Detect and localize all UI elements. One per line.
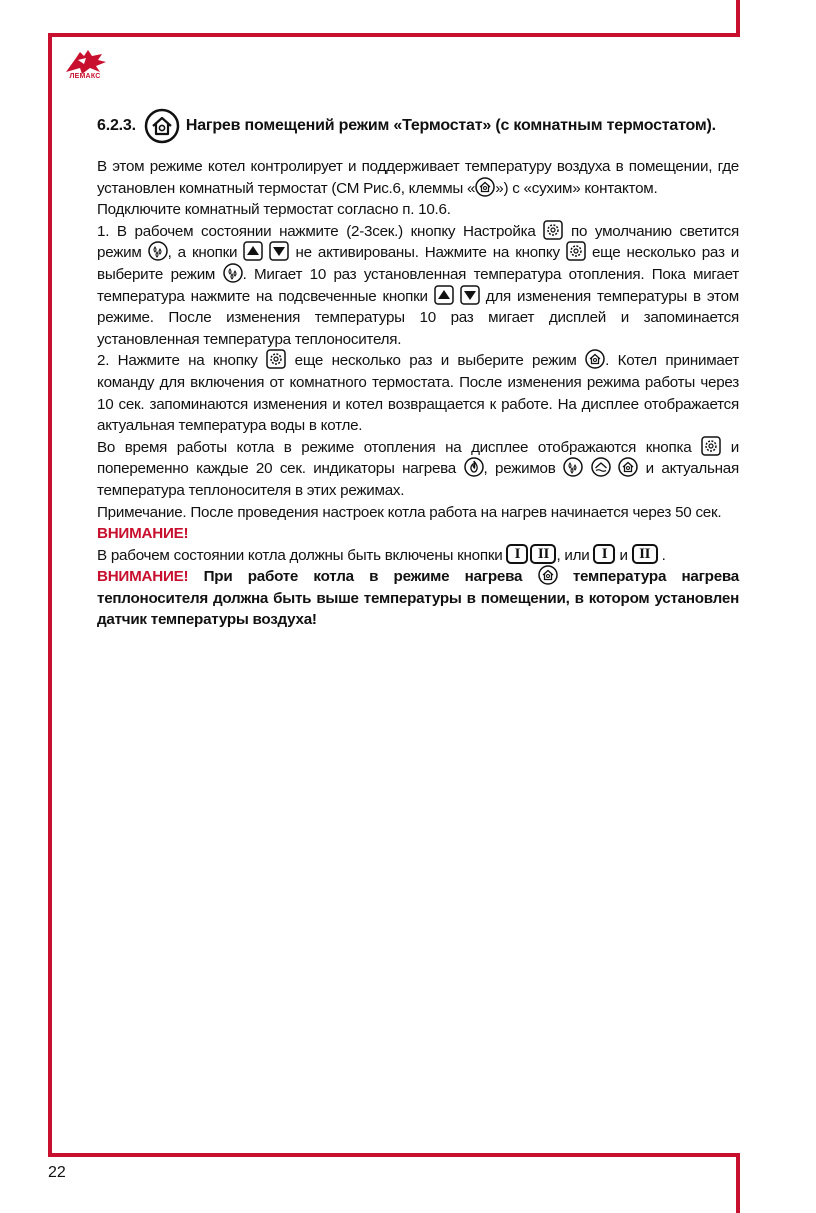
settings-gear-icon bbox=[543, 220, 563, 240]
text-step1-f: . Мигает 10 раз установленная температура отопления. Пока мигает температура нажмите на подсвеченные кнопки bbox=[97, 265, 739, 305]
text-step1-c: , а кнопки bbox=[167, 244, 238, 262]
paragraph-intro bbox=[97, 156, 739, 199]
arrow-up-button-icon bbox=[434, 285, 454, 305]
button-one-icon: I bbox=[506, 544, 528, 564]
page-content bbox=[97, 108, 739, 631]
house-thermostat-icon bbox=[144, 108, 180, 144]
paragraph-work bbox=[97, 437, 739, 502]
text-step2-a: 2. Нажмите на кнопку bbox=[97, 352, 258, 370]
text-work-a: Во время работы котла в режиме отопления на дисплее отображаются кнопка bbox=[97, 438, 692, 456]
button-one-icon: I bbox=[593, 544, 615, 564]
logo-text: ЛЕМАКС bbox=[69, 73, 101, 80]
paragraph-step-2 bbox=[97, 350, 739, 436]
text-step2-c: . Котел принимает команду для включения от комнатного термостата. После изменения режима работы через 10 сек. запоминаются изменения и котел возвращается к работе. На дисплее отображается актуальная температура воды в котле. bbox=[97, 352, 739, 435]
arrow-up-button-icon bbox=[243, 241, 263, 261]
warning-heading: ВНИМАНИЕ! bbox=[97, 525, 189, 543]
frame-left-border bbox=[48, 36, 52, 1157]
text-step1-b: по умолчанию светится режим bbox=[97, 222, 739, 262]
paragraph-note: Примечание. После проведения настроек котла работа на нагрев начинается через 50 сек. bbox=[97, 503, 722, 521]
section-number: 6.2.3. bbox=[97, 117, 136, 135]
house-thermostat-icon bbox=[475, 177, 495, 197]
water-drops-mode-icon bbox=[223, 263, 243, 283]
text-warning1-c: и bbox=[619, 546, 628, 564]
flame-heating-icon bbox=[464, 457, 484, 477]
text-warning2-b: температура нагрева теплоносителя должна быть выше температуры в помещении, в котором установлен датчик температуры воздуха! bbox=[97, 568, 739, 629]
settings-gear-icon bbox=[701, 436, 721, 456]
text-work-d: и актуальная температура теплоносителя в этих режимах. bbox=[97, 460, 739, 499]
settings-gear-icon bbox=[566, 241, 586, 261]
text-work-b: и попеременно каждые 20 сек. индикаторы нагрева bbox=[97, 438, 739, 478]
settings-gear-icon bbox=[266, 349, 286, 369]
paragraph-warning-2 bbox=[97, 566, 739, 631]
text-step2-b: еще несколько раз и выберите режим bbox=[294, 352, 577, 370]
page-number: 22 bbox=[48, 1164, 66, 1181]
paragraph-warning-1 bbox=[97, 545, 739, 567]
text-step1-a: 1. В рабочем состоянии нажмите (2-3сек.) кнопку Настройка bbox=[97, 222, 536, 240]
frame-right-bottom-border bbox=[736, 1153, 740, 1213]
house-thermostat-icon bbox=[618, 457, 638, 477]
text-step1-g: для изменения температуры в этом режиме. После изменения температуры 10 раз мигает дисплей и запоминается установленная температура теплоносителя. bbox=[97, 287, 739, 348]
text-step1-d: не активированы. Нажмите на кнопку bbox=[295, 244, 560, 262]
arrow-down-button-icon bbox=[460, 285, 480, 305]
warning-2-label: ВНИМАНИЕ! bbox=[97, 568, 189, 586]
text-warning1-a: В рабочем состоянии котла должны быть включены кнопки bbox=[97, 546, 503, 564]
paragraph-connect: Подключите комнатный термостат согласно п. 10.6. bbox=[97, 201, 451, 219]
text-warning1-d: . bbox=[661, 546, 666, 564]
button-two-icon: II bbox=[530, 544, 556, 564]
water-drops-mode-icon bbox=[563, 457, 583, 477]
text-intro-2: ») с «сухим» контактом. bbox=[495, 179, 658, 197]
arrow-down-button-icon bbox=[269, 241, 289, 261]
text-intro-1: В этом режиме котел контролирует и поддерживает температуру воздуха в помещении, где установлен комнатный термостат (СМ Рис.6, клеммы « bbox=[97, 158, 739, 197]
text-step1-e: еще несколько раз и выберите режим bbox=[97, 244, 739, 283]
water-drops-mode-icon bbox=[148, 241, 168, 261]
paragraph-step-1 bbox=[97, 221, 739, 351]
section-heading bbox=[97, 108, 739, 144]
text-warning1-b: , или bbox=[556, 546, 590, 564]
house-thermostat-icon bbox=[538, 565, 558, 585]
text-warning2-a: При работе котла в режиме нагрева bbox=[203, 568, 523, 586]
frame-top-border bbox=[48, 33, 740, 37]
frame-right-border bbox=[736, 0, 740, 37]
section-title: Нагрев помещений режим «Термостат» (с комнатным термостатом). bbox=[185, 117, 716, 135]
button-two-icon: II bbox=[632, 544, 658, 564]
floor-heating-mode-icon bbox=[591, 457, 611, 477]
frame-bottom-border bbox=[48, 1153, 740, 1157]
text-work-c: , режимов bbox=[483, 460, 556, 478]
house-thermostat-icon bbox=[585, 349, 605, 369]
